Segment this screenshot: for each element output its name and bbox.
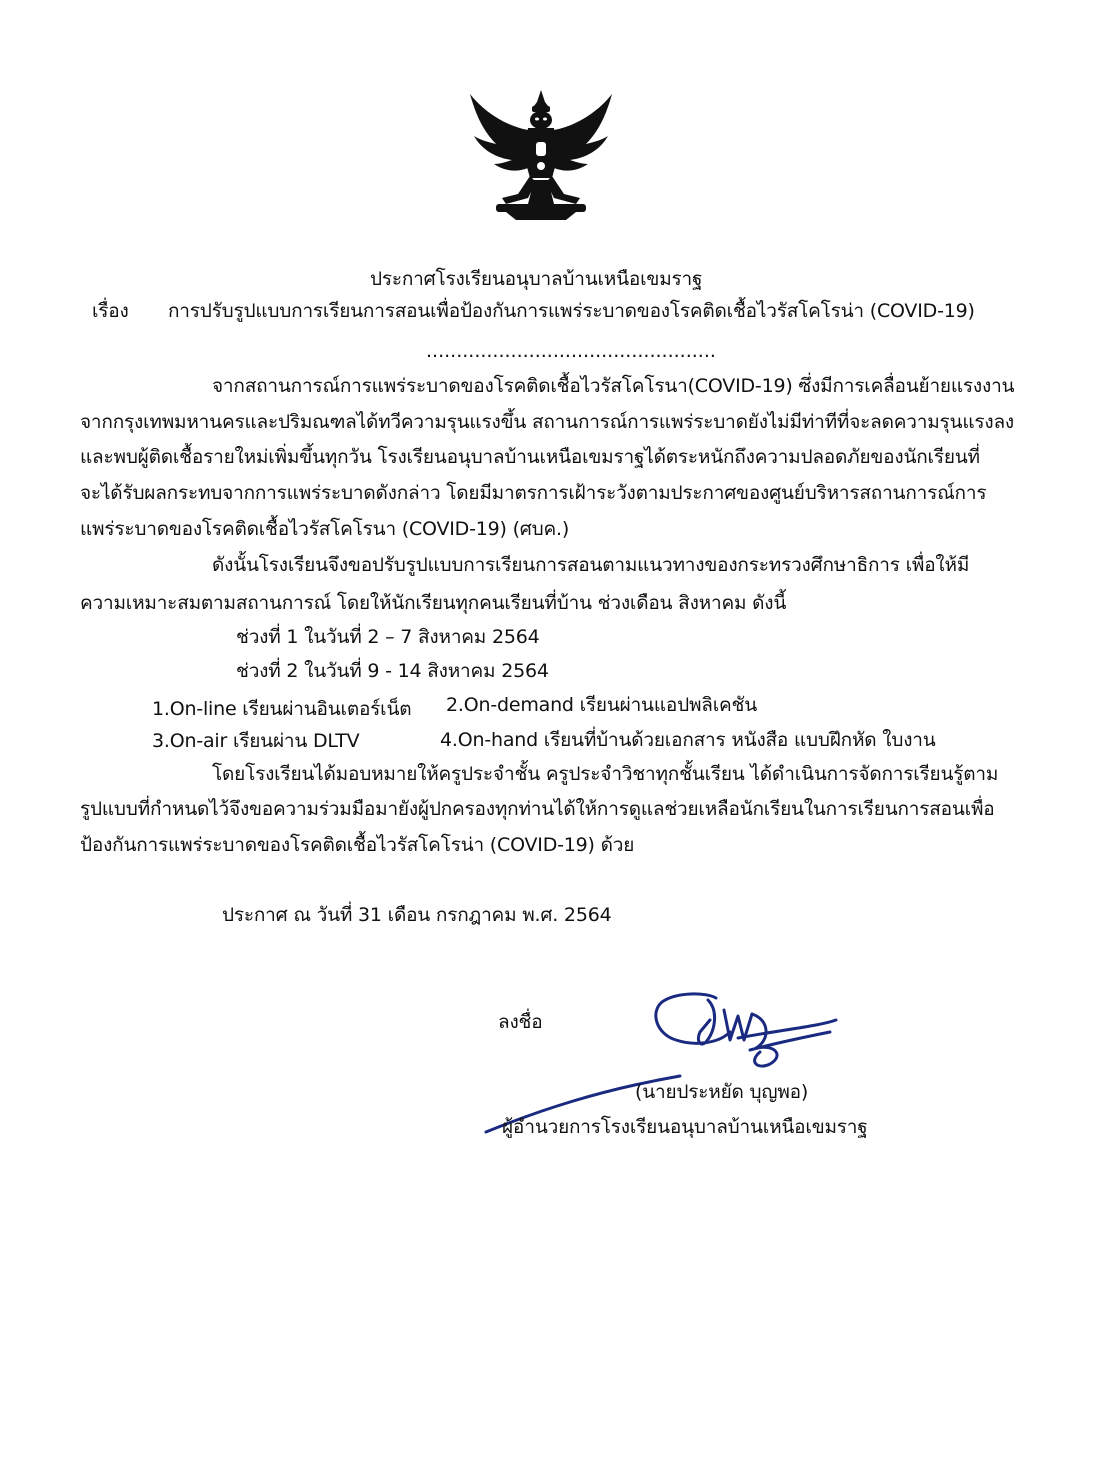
paragraph-2-line-1: ดังนั้นโรงเรียนจึงขอปรับรูปแบบการเรียนการสอนตามแนวทางของกระทรวงศึกษาธิการ เพื่อให้มี xyxy=(212,554,970,576)
announcement-title: ประกาศโรงเรียนอนุบาลบ้านเหนือเขมราฐ xyxy=(370,268,703,290)
sign-label: ลงชื่อ xyxy=(498,1011,543,1033)
paragraph-1-line-1: จากสถานการณ์การแพร่ระบาดของโรคติดเชื้อไวรัสโคโรนา(COVID-19) ซึ่งมีการเคลื่อนย้ายแรงงาน xyxy=(212,375,1015,397)
mode-on-demand: 2.On-demand เรียนผ่านแอปพลิเคชัน xyxy=(446,694,758,716)
subject-label: เรื่อง xyxy=(92,300,129,322)
paragraph-1-line-2: จากกรุงเทพมหานครและปริมณฑลได้ทวีความรุนแรงขึ้น สถานการณ์การแพร่ระบาดยังไม่มีท่าทีที่จะลดความรุนแรงลง xyxy=(80,411,1014,433)
period-2: ช่วงที่ 2 ในวันที่ 9 - 14 สิงหาคม 2564 xyxy=(236,660,549,682)
paragraph-2-line-2: ความเหมาะสมตามสถานการณ์ โดยให้นักเรียนทุกคนเรียนที่บ้าน ช่วงเดือน สิงหาคม ดังนี้ xyxy=(80,592,787,614)
paragraph-1-line-4: จะได้รับผลกระทบจากการแพร่ระบาดดังกล่าว โดยมีมาตรการเฝ้าระวังตามประกาศของศูนย์บริหารสถานการณ์การ xyxy=(80,482,987,504)
paragraph-1-line-3: และพบผู้ติดเชื้อรายใหม่เพิ่มขึ้นทุกวัน โรงเรียนอนุบาลบ้านเหนือเขมราฐได้ตระหนักถึงความปลอดภัยของนักเรียนที่ xyxy=(80,446,980,468)
garuda-emblem-icon xyxy=(466,86,616,224)
signatory-position: ผู้อำนวยการโรงเรียนอนุบาลบ้านเหนือเขมราฐ xyxy=(502,1116,868,1138)
mode-on-hand: 4.On-hand เรียนที่บ้านด้วยเอกสาร หนังสือ แบบฝึกหัด ใบงาน xyxy=(440,729,936,751)
subject-text: การปรับรูปแบบการเรียนการสอนเพื่อป้องกันการแพร่ระบาดของโรคติดเชื้อไวรัสโคโรน่า (COVID-19) xyxy=(168,300,975,322)
paragraph-1-line-5: แพร่ระบาดของโรคติดเชื้อไวรัสโคโรนา (COVID-19) (ศบค.) xyxy=(80,518,570,540)
signatory-name: (นายประหยัด บุญพอ) xyxy=(635,1081,809,1103)
paragraph-3-line-2: รูปแบบที่กำหนดไว้จึงขอความร่วมมือมายังผู้ปกครองทุกท่านได้ให้การดูแลช่วยเหลือนักเรียนในการเรียนการสอนเพื่อ xyxy=(80,798,995,820)
period-1: ช่วงที่ 1 ในวันที่ 2 – 7 สิงหาคม 2564 xyxy=(236,626,540,648)
mode-on-air: 3.On-air เรียนผ่าน DLTV xyxy=(152,730,360,752)
announcement-date: ประกาศ ณ วันที่ 31 เดือน กรกฎาคม พ.ศ. 2564 xyxy=(222,904,612,926)
paragraph-3-line-3: ป้องกันการแพร่ระบาดของโรคติดเชื้อไวรัสโคโรน่า (COVID-19) ด้วย xyxy=(80,834,635,856)
mode-online: 1.On-line เรียนผ่านอินเตอร์เน็ต xyxy=(152,698,412,720)
paragraph-3-line-1: โดยโรงเรียนได้มอบหมายให้ครูประจำชั้น ครูประจำวิชาทุกชั้นเรียน ได้ดำเนินการจัดการเรียนรู้ตาม xyxy=(212,763,999,785)
title-separator: ................................................ xyxy=(426,340,716,362)
